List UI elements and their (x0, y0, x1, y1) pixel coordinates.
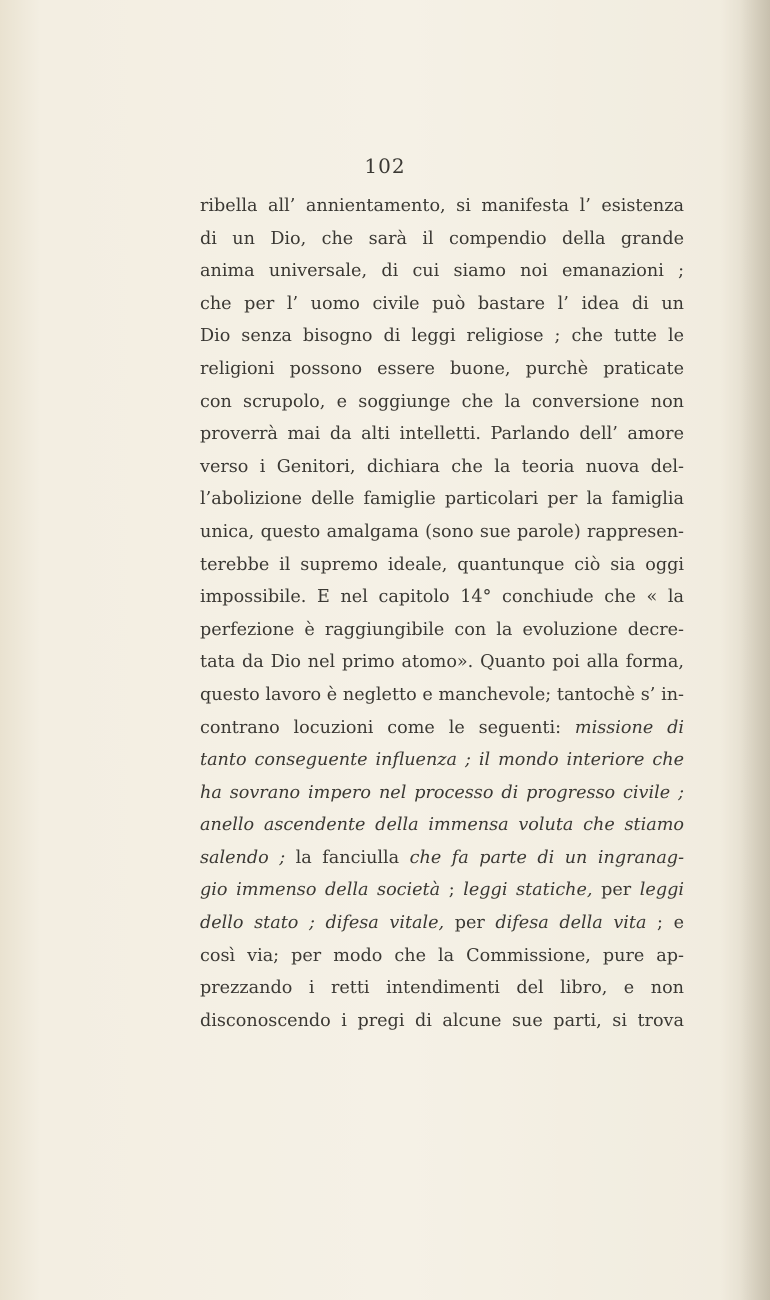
text-segment: proverrà mai da alti intelletti. Parlando dell’ amore (200, 424, 684, 445)
text-segment: che per l’ uomo civile può bastare l’ idea di un (200, 293, 684, 314)
text-segment: unica, questo amalgama (sono sue parole) rappresen- (200, 521, 684, 542)
text-segment: anima universale, di cui siamo noi emanazioni ; (200, 261, 684, 282)
text-segment: disconoscendo i pregi di alcune sue parti, si trova (200, 1010, 684, 1031)
text-segment: così via; per modo che la Commissione, pure ap- (200, 945, 684, 966)
text-line (200, 581, 684, 614)
italic-text-segment: ha sovrano impero nel processo di progresso civile ; (200, 782, 684, 803)
text-segment: ribella all’ annientamento, si manifesta l’ esistenza (200, 196, 684, 216)
text-line (200, 320, 684, 353)
italic-text-segment: tanto conseguente influenza ; il mondo interiore che (200, 750, 684, 771)
text-line (200, 288, 684, 321)
text-line (200, 712, 684, 745)
italic-text-segment: anello ascendente della immensa voluta che stiamo (200, 815, 684, 836)
italic-text-segment: salendo ; (200, 847, 286, 868)
text-line (200, 386, 684, 419)
text-line (200, 809, 684, 842)
text-line (200, 255, 684, 288)
text-line (200, 549, 684, 582)
italic-text-segment: che fa parte di un ingranag- (409, 847, 685, 868)
text-segment: impossibile. E nel capitolo 14° conchiude che « la (200, 587, 684, 608)
text-segment: questo lavoro è negletto e manchevole; tantochè s’ in- (200, 684, 684, 705)
text-line (200, 1005, 684, 1038)
page-number: 102 (364, 154, 406, 178)
text-line (200, 744, 684, 777)
text-line (200, 614, 684, 647)
text-segment: con scrupolo, e soggiunge che la conversione non (200, 391, 684, 412)
italic-text-segment: gio immenso della società (200, 880, 441, 901)
text-line (200, 418, 684, 451)
text-line (200, 190, 684, 223)
page-edge-shadow (740, 0, 770, 1300)
text-segment: di un Dio, che sarà il compendio della grande (200, 228, 684, 249)
text-line (200, 940, 684, 973)
italic-text-segment: dello stato ; difesa vitale, (200, 913, 445, 934)
text-segment: la fanciulla (285, 847, 410, 868)
text-line (200, 223, 684, 256)
italic-text-segment: leggi (639, 880, 684, 901)
text-line (200, 907, 684, 940)
text-segment: contrano locuzioni come le seguenti: (200, 717, 575, 738)
italic-text-segment: difesa della vita (495, 913, 647, 934)
text-segment: perfezione è raggiungibile con la evoluzione decre- (200, 619, 684, 640)
body-text (200, 190, 684, 1037)
text-line (200, 646, 684, 679)
text-segment: Dio senza bisogno di leggi religiose ; che tutte le (200, 326, 684, 347)
text-line (200, 353, 684, 386)
text-segment: per (444, 913, 496, 934)
text-line (200, 842, 684, 875)
text-segment: tata da Dio nel primo atomo». Quanto poi alla forma, (200, 652, 684, 673)
italic-text-segment: missione di (574, 717, 685, 738)
text-segment: prezzando i retti intendimenti del libro, e non (200, 978, 684, 999)
text-line (200, 451, 684, 484)
text-line (200, 483, 684, 516)
text-line (200, 972, 684, 1005)
text-line (200, 874, 684, 907)
text-segment: verso i Genitori, dichiara che la teoria nuova del- (200, 456, 684, 477)
text-segment: ; e (646, 913, 684, 934)
text-segment: ; (440, 880, 464, 901)
text-line (200, 516, 684, 549)
text-segment: l’abolizione delle famiglie particolari per la famiglia (200, 489, 684, 510)
text-segment: terebbe il supremo ideale, quantunque ciò sia oggi (200, 554, 684, 575)
text-segment: religioni possono essere buone, purchè praticate (200, 358, 684, 379)
text-line (200, 777, 684, 810)
text-segment: per (592, 880, 640, 901)
text-line (200, 679, 684, 712)
italic-text-segment: leggi statiche, (463, 880, 593, 901)
